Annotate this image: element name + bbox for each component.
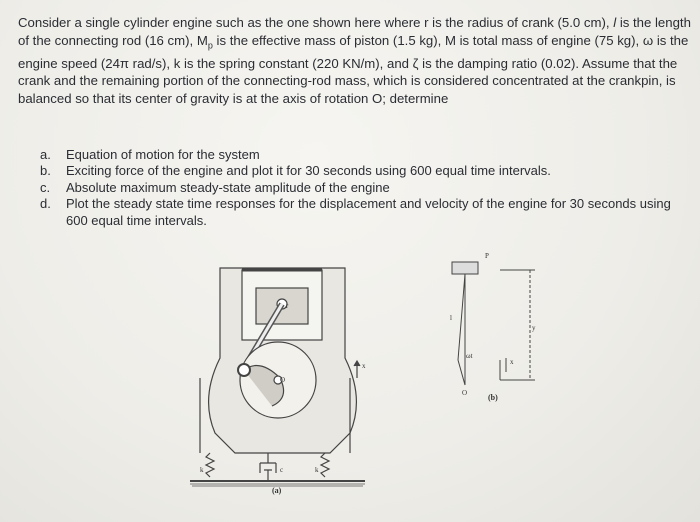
task-item-c — [40, 180, 680, 196]
intro-part-1: Consider a single cylinder engine such as the one shown here where r is the radius of crank (5.0 cm), — [18, 15, 614, 30]
label-r: r — [286, 302, 289, 310]
engine-figure-a — [180, 248, 390, 498]
label-k-right: k — [315, 466, 319, 474]
label-p: P — [485, 252, 489, 260]
intro-part-2: is the length of the connecting rod (16 cm), M — [18, 15, 691, 48]
task-text: Absolute maximum steady-state amplitude of the engine — [66, 179, 390, 195]
rod-length-symbol: l — [613, 15, 617, 30]
task-list — [40, 147, 680, 229]
label-y: y — [532, 324, 536, 332]
piston-subscript: p — [207, 40, 213, 51]
crank-geometry-figure-b — [440, 250, 550, 420]
label-x: x — [362, 362, 366, 370]
label-l: l — [450, 314, 452, 322]
task-item-a — [40, 147, 680, 163]
task-label: d. — [40, 196, 51, 212]
label-o: O — [280, 376, 286, 384]
task-label: b. — [40, 163, 51, 179]
task-text: Plot the steady state time responses for the displacement and velocity of the engine for 30 seconds using 600 equal time intervals. — [66, 196, 671, 228]
task-label: a. — [40, 147, 51, 162]
task-item-d — [40, 196, 680, 229]
label-c: c — [280, 466, 284, 474]
caption-b: (b) — [488, 393, 498, 402]
label-wt: ωt — [466, 352, 473, 360]
task-item-b — [40, 163, 680, 179]
task-text: Equation of motion for the system — [66, 147, 260, 162]
label-k-left: k — [200, 466, 204, 474]
problem-statement — [18, 14, 694, 108]
label-o-b: O — [462, 389, 468, 397]
label-x-b: x — [510, 358, 514, 366]
caption-a: (a) — [272, 486, 282, 495]
task-label: c. — [40, 179, 51, 195]
task-text: Exciting force of the engine and plot it for 30 seconds using 600 equal time intervals. — [66, 163, 551, 179]
intro-part-3: is the effective mass of piston (1.5 kg), M is total mass of engine (75 kg), ω is the engine speed (24π rad/s), k is the spring constant (220 KN/m), and ζ is the damping ratio (0.02). Assume that the crank and the remaining portion of the connecting-rod mass, which is considered concentrated at the crankpin, is balanced so that its center of gravity is at the axis of rotation O; determine — [18, 32, 689, 107]
